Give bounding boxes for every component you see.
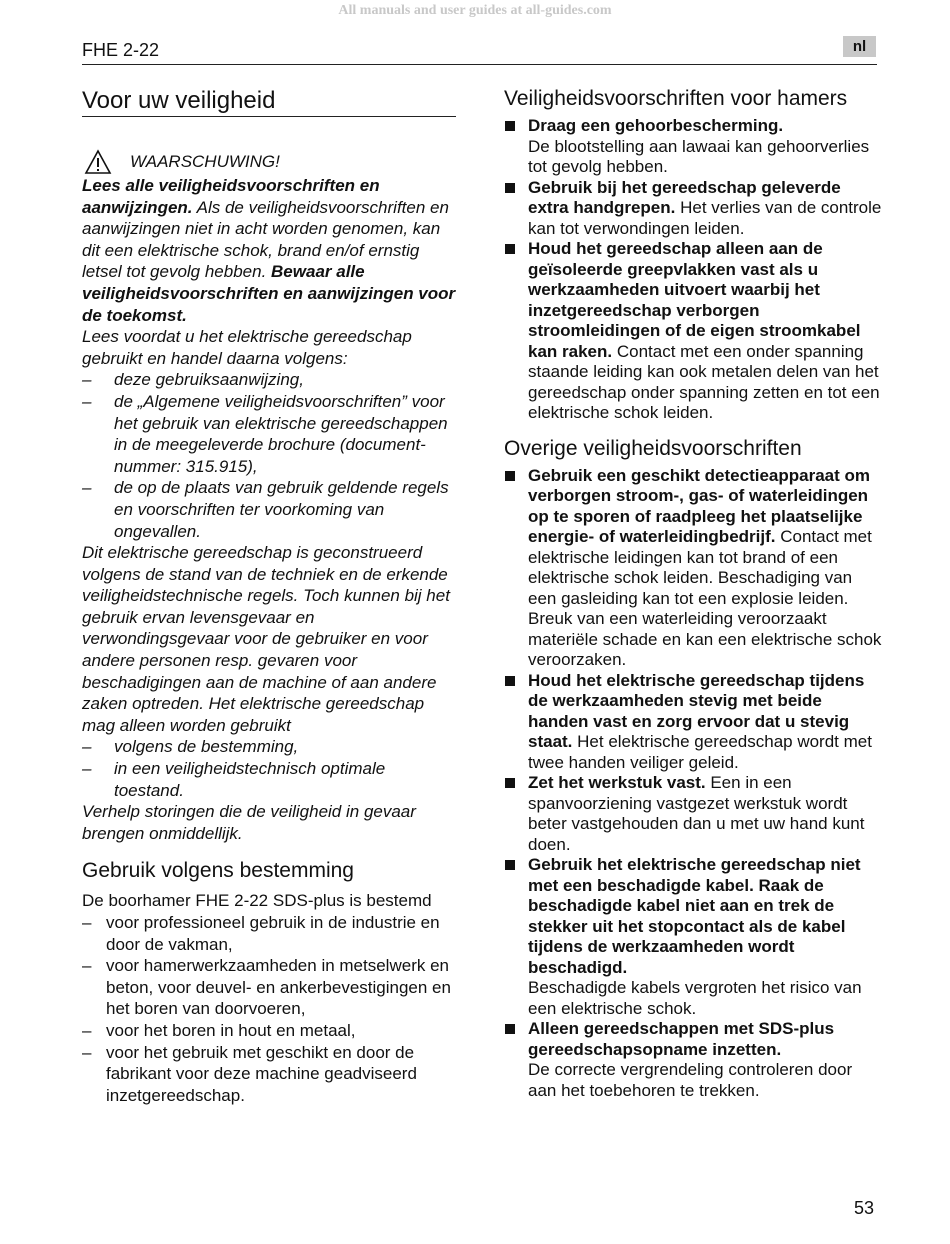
other-rules-list (504, 466, 882, 1102)
list-item: – deze gebruiksaanwijzing, (82, 369, 456, 391)
rule-explanation: Contact met elektrische leidingen kan tot brand of een elektrische schok leiden. Beschadiging van een gasleiding kan tot een explosie leiden. Breuk van een waterleiding veroorzaakt materiële schade en kan een elektrische schok veroorzaken. (528, 527, 882, 669)
rule-explanation: Het elektrische gereedschap wordt met twee handen veiliger geleid. (528, 732, 872, 772)
read-list (82, 369, 456, 542)
list-item (504, 466, 882, 671)
right-column (504, 86, 882, 1101)
rule-statement: Gebruik bij het gereedschap geleverde extra handgrepen. (528, 177, 841, 217)
list-item (504, 178, 882, 240)
warning-label: WAARSCHUWING! (130, 152, 280, 172)
watermark: All manuals and user guides at all-guides.com (338, 3, 612, 18)
use-conditions-list (82, 736, 456, 801)
left-column (82, 86, 456, 1106)
warning-triangle-icon (84, 149, 112, 175)
list-item: – de „Algemene veiligheidsvoorschriften” voor het gebruik van elektrische gereedschappen in de meegeleverde brochure (document-nummer: 315.915), (82, 391, 456, 477)
usage-intro: De boorhamer FHE 2-22 SDS-plus is bestemd (82, 891, 432, 911)
rule-statement: Houd het elektrische gereedschap tijdens de werkzaamheden stevig met beide handen vast en zorg ervoor dat u stevig staat. (528, 670, 865, 751)
rule-explanation: Het verlies van de controle kan tot verwondingen leiden. (528, 198, 882, 238)
hammer-rules-list (504, 116, 882, 424)
warning-bold-keep: Bewaar alle veiligheidsvoorschriften en aanwijzingen voor de toekomst. (82, 262, 456, 325)
list-item (504, 671, 882, 774)
rule-explanation: Een in een spanvoorziening vastgezet werkstuk wordt beter vastgehouden dan u met uw hand kunt doen. (528, 773, 865, 854)
rule-statement: Gebruik het elektrische gereedschap niet met een beschadigde kabel. Raak de beschadigde kabel niet aan en trek de stekker uit het stopcontact als de kabel tijdens de werkzaamheden wordt beschadigd. (528, 855, 861, 977)
warning-paragraph (82, 175, 456, 326)
list-item: – in een veiligheidstechnisch optimale toestand. (82, 758, 456, 801)
section-title-other-rules: Overige veiligheidsvoorschriften (504, 436, 802, 460)
rule-statement: Alleen gereedschappen met SDS-plus gereedschapsopname inzetten. (528, 1019, 835, 1059)
list-item: – voor professioneel gebruik in de industrie en door de vakman, (82, 912, 456, 955)
list-item: – voor hamerwerkzaamheden in metselwerk en beton, voor deuvel- en ankerbevestigingen en het boren van doorvoeren, (82, 955, 456, 1020)
bullet-square-icon (505, 1024, 515, 1034)
warning-heading (82, 149, 456, 175)
language-badge: nl (843, 36, 876, 57)
warning-body (82, 175, 456, 844)
section-title-hammers: Veiligheidsvoorschriften voor hamers (504, 87, 848, 110)
rule-statement: Houd het gereedschap alleen aan de geïsoleerde greepvlakken vast als u werkzaamheden uitvoert waarbij het inzetgereedschap verborgen stroomleidingen of de eigen stroomkabel kan raken. (528, 239, 861, 361)
read-intro: Lees voordat u het elektrische gereedschap gebruikt en handel daarna volgens: (82, 327, 412, 368)
list-item: – voor het gebruik met geschikt en door de fabrikant voor deze machine geadviseerd inzetgereedschap. (82, 1042, 456, 1107)
list-item: – de op de plaats van gebruik geldende regels en voorschriften ter voorkoming van ongevallen. (82, 477, 456, 542)
list-item (504, 116, 882, 178)
section-title-safety: Voor uw veiligheid (82, 86, 456, 117)
header-model: FHE 2-22 (82, 40, 160, 60)
list-item (504, 1019, 882, 1101)
section-title-intended-use: Gebruik volgens bestemming (82, 859, 354, 883)
bullet-square-icon (505, 244, 515, 254)
header-divider (82, 64, 877, 65)
bullet-square-icon (505, 676, 515, 686)
bullet-square-icon (505, 860, 515, 870)
construction-text: Dit elektrische gereedschap is geconstrueerd volgens de stand van de techniek en de erkende veiligheidstechnische regels. Toch kunnen bij het gebruik ervan levensgevaar en verwondingsgevaar voor de gebruiker en voor andere personen resp. gevaren voor beschadigingen aan de machine of aan andere zaken optreden. Het elektrische gereedschap mag alleen worden gebruikt (82, 543, 450, 735)
list-item (504, 855, 882, 1019)
usage-list (82, 912, 456, 1106)
rule-note: De correcte vergrendeling controleren door aan het toebehoren te trekken. (528, 1060, 853, 1100)
rule-statement: Draag een gehoorbescherming. (528, 116, 784, 135)
list-item: – voor het boren in hout en metaal, (82, 1020, 456, 1042)
fix-malfunctions-text: Verhelp storingen die de veiligheid in gevaar brengen onmiddellijk. (82, 802, 416, 843)
bullet-square-icon (505, 183, 515, 193)
list-item (504, 773, 882, 855)
list-item: – volgens de bestemming, (82, 736, 456, 758)
rule-statement: Zet het werkstuk vast. (528, 773, 706, 792)
list-item (504, 239, 882, 424)
rule-explanation: Contact met een onder spanning staande leiding kan ook metalen delen van het gereedschap onder spanning zetten en tot een elektrische schok leiden. (528, 341, 880, 422)
warning-consequence: Als de veiligheidsvoorschriften en aanwijzingen niet in acht worden genomen, kan dit een elektrische schok, brand en/of ernstig letsel tot gevolg hebben. (82, 197, 449, 282)
page-number: 53 (854, 1198, 875, 1218)
bullet-square-icon (505, 121, 515, 131)
bullet-square-icon (505, 471, 515, 481)
rule-statement: Gebruik een geschikt detectieapparaat om verborgen stroom-, gas- of waterleidingen op te sporen of raadpleeg het plaatselijke energie- of waterleidingbedrijf. (528, 465, 871, 546)
rule-note: Beschadigde kabels vergroten het risico van een elektrische schok. (528, 978, 862, 1018)
warning-bold-read: Lees alle veiligheidsvoorschriften en aanwijzingen. (82, 176, 380, 217)
bullet-square-icon (505, 778, 515, 788)
rule-note: De blootstelling aan lawaai kan gehoorverlies tot gevolg hebben. (528, 136, 870, 176)
